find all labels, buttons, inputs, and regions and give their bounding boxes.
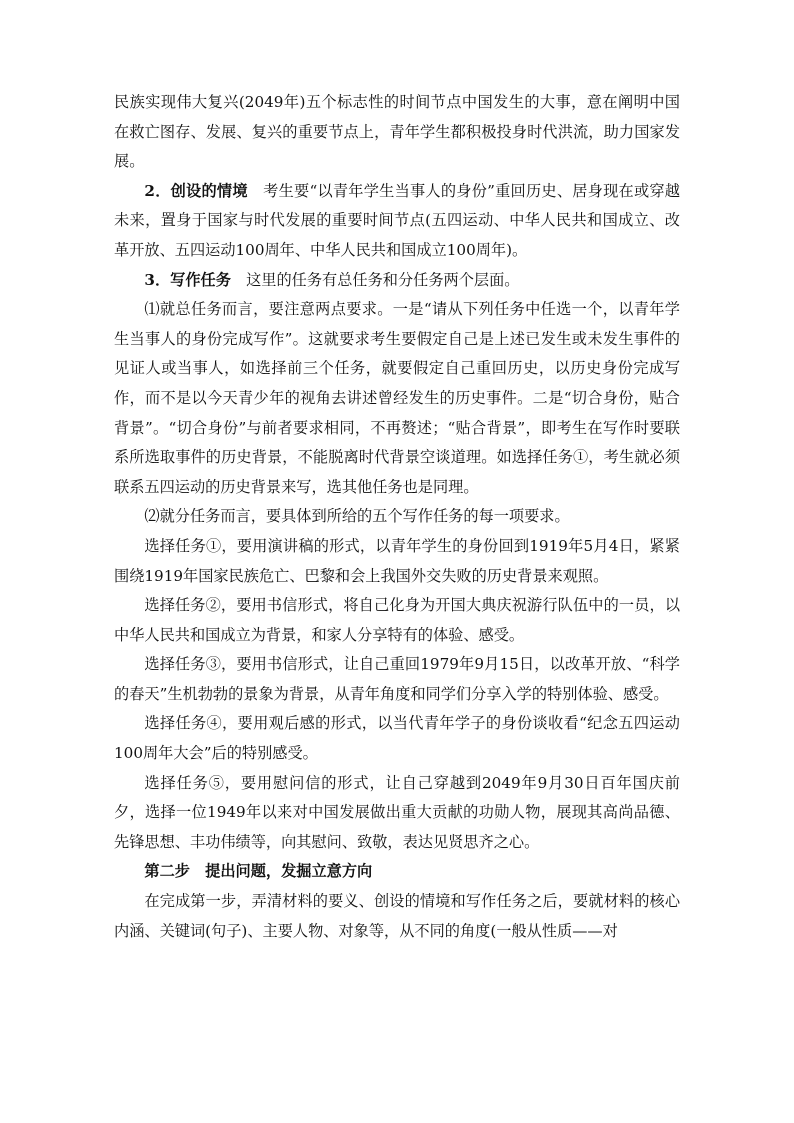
paragraph-continuation [114,88,680,177]
paragraph-text: 选择任务③，要用书信形式，让自己重回1979年9月15日，以改革开放、“科学的春天”生机勃勃的景象为背景，从青年角度和同学们分享入学的特别体验、感受。 [114,655,680,703]
paragraph-overall-task [114,295,680,502]
paragraph-text: 这里的任务有总任务和分任务两个层面。 [246,270,520,289]
paragraph-text: ⑵就分任务而言，要具体到所给的五个写作任务的每一项要求。 [144,507,570,526]
paragraph-text: 选择任务①，要用演讲稿的形式，以青年学生的身份回到1919年5月4日，紧紧围绕1919年国家民族危亡、巴黎和会上我国外交失败的历史背景来观照。 [114,536,680,585]
paragraph-text: 考生要“以青年学生当事人的身份”重回历史、居身现在或穿越未来，置身于国家与时代发展的重要时间节点(五四运动、中华人民共和国成立、改革开放、五四运动100周年、中华人民共和国成立100周年)。 [114,181,680,259]
paragraph-writing-task [114,266,680,296]
section-heading-step-2 [114,857,680,887]
paragraph-task-3 [114,650,680,709]
paragraph-task-4 [114,709,680,768]
paragraph-text: ⑴就总任务而言，要注意两点要求。一是“请从下列任务中任选一个，以青年学生当事人的身份完成写作”。这就要求考生要假定自己是上述已发生或未发生事件的见证人或当事人，如选择前三个任务，就要假定自己重回历史，以历史身份完成写作，而不是以今天青少年的视角去讲述曾经发生的历史事件。二是“切合身份，贴合背景”。“切合身份”与前者要求相同，不再赘述；“贴合背景”，即考生在写作时要联系所选取事件的历史背景，不能脱离时代背景空谈道理。如选择任务①，考生就必须联系五四运动的历史背景来写，选其他任务也是同理。 [114,300,680,496]
document-page [114,88,680,946]
paragraph-task-2 [114,591,680,650]
paragraph-lead: 2．创设的情境 [144,181,264,200]
paragraph-step-2-body [114,887,680,946]
paragraph-text: 选择任务④，要用观后感的形式，以当代青年学子的身份谈收看“纪念五四运动100周年大会”后的特别感受。 [114,714,680,763]
heading-text: 第二步 提出问题，发掘立意方向 [144,862,373,881]
paragraph-lead: 3．写作任务 [144,270,247,289]
paragraph-text: 选择任务⑤，要用慰问信的形式，让自己穿越到2049年9月30日百年国庆前夕，选择一位1949年以来对中国发展做出重大贡献的功勋人物，展现其高尚品德、先锋思想、丰功伟绩等，向其慰问、致敬，表达见贤思齐之心。 [114,773,680,851]
paragraph-task-1 [114,532,680,591]
paragraph-text: 在完成第一步，弄清材料的要义、创设的情境和写作任务之后，要就材料的核心内涵、关键词(句子)、主要人物、对象等，从不同的角度(一般从性质——对 [114,892,680,940]
paragraph-text: 选择任务②，要用书信形式，将自己化身为开国大典庆祝游行队伍中的一员，以中华人民共和国成立为背景，和家人分享特有的体验、感受。 [114,596,680,644]
paragraph-text: 民族实现伟大复兴(2049年)五个标志性的时间节点中国发生的大事，意在阐明中国在救亡图存、发展、复兴的重要节点上，青年学生都积极投身时代洪流，助力国家发展。 [114,93,680,171]
paragraph-sub-task [114,502,680,532]
paragraph-task-5 [114,769,680,858]
paragraph-created-situation [114,177,680,266]
